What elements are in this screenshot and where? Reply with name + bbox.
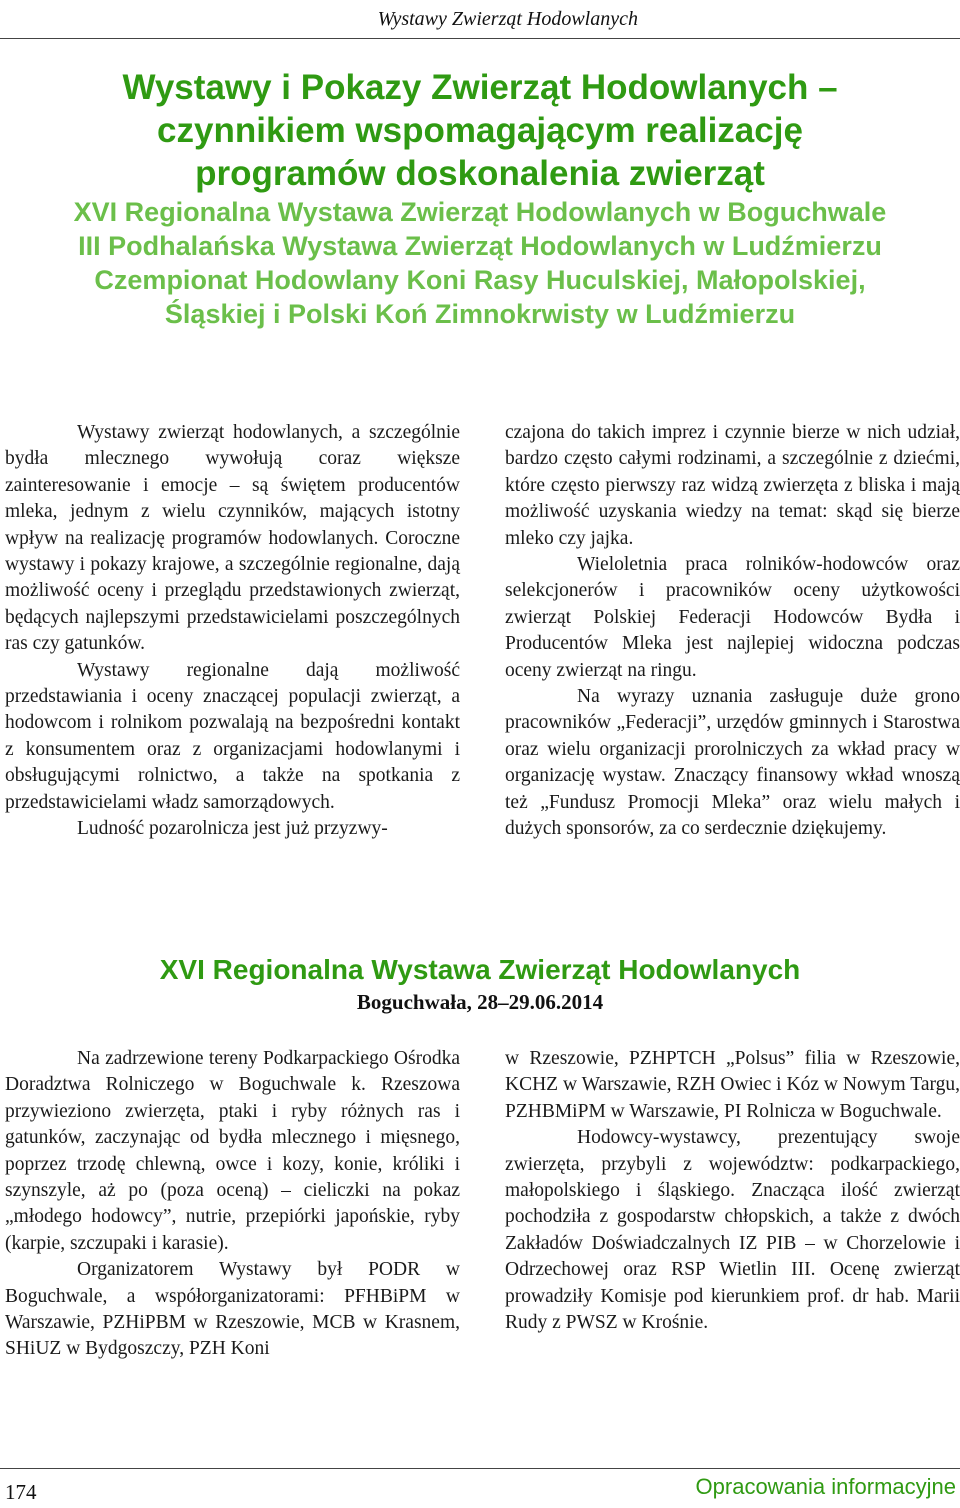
footer-rule bbox=[0, 1468, 960, 1469]
subtitle-line-4: Śląskiej i Polski Koń Zimnokrwisty w Ludźmierzu bbox=[164, 299, 796, 329]
paragraph: Organizatorem Wystawy był PODR w Boguchwale, a współorganizatorami: PFHBiPM w Warszawie, PZHiPBM w Rzeszowie, MCB w Krasnem, SHiUZ w Bydgoszczy, PZH Koni bbox=[5, 1259, 460, 1360]
paragraph: Ludność pozarolnicza jest już przyzwy- bbox=[77, 818, 388, 840]
section2-right-column bbox=[505, 1046, 960, 1363]
main-title-line-1: Wystawy i Pokazy Zwierząt Hodowlanych – bbox=[122, 68, 838, 107]
section2-subtitle: Boguchwała, 28–29.06.2014 bbox=[356, 990, 604, 1014]
subtitle-line-1: XVI Regionalna Wystawa Zwierząt Hodowlanych w Boguchwale bbox=[73, 197, 887, 227]
paragraph: Wystawy regionalne dają możliwość przedstawiania i oceny znaczącej populacji zwierząt, a hodowcom i rolnikom pozwalają na bezpośredni kontakt z konsumentem oraz z organizacjami hodowlanymi i obsługującymi rolnictwo, a także na spotkania z przedstawicielami władz samorządowych. bbox=[5, 659, 460, 813]
title-block bbox=[0, 66, 960, 331]
page-number: 174 bbox=[5, 1480, 37, 1504]
paragraph: Hodowcy-wystawcy, prezentujący swoje zwierzęta, przybyli z województw: podkarpackiego, małopolskiego i śląskiego. Znacząca ilość zwierząt pochodziła z gospodarstw chłopskich, a także z dwóch Zakładów Doświadczalnych IZ PIB – w Chorzelowie i Odrzechowej oraz RSP Wietlin III. Ocenę zwierząt prowadziły Komisje pod kierunkiem prof. dr hab. Marii Rudy z PWSZ w Krośnie. bbox=[505, 1127, 960, 1334]
section1-left-column bbox=[5, 420, 460, 843]
paragraph: Wieloletnia praca rolników-hodowców oraz selekcjonerów i pracowników oceny użytkowości zwierząt Polskiej Federacji Hodowców Bydła i Producentów Mleka jest najlepiej widoczna podczas oceny zwierząt na ringu. bbox=[505, 554, 960, 681]
header-rule bbox=[0, 38, 960, 39]
subtitle-line-3: Czempionat Hodowlany Koni Rasy Huculskiej, Małopolskiej, bbox=[94, 265, 866, 295]
main-title-line-3: programów doskonalenia zwierząt bbox=[195, 154, 765, 193]
main-title-line-2: czynnikiem wspomagającym realizację bbox=[157, 111, 803, 150]
paragraph: Wystawy zwierząt hodowlanych, a szczególnie bydła mlecznego wywołują coraz większe zainteresowanie i emocje – są świętem producentów mleka, jednym z wielu czynników, mających istotny wpływ na realizację programów hodowlanych. Coroczne wystawy i pokazy krajowe, a szczególnie regionalne, dają możliwość oceny i przeglądu przedstawionych zwierząt, będących najlepszymi przedstawicielami poszczególnych ras czy gatunków. bbox=[5, 422, 460, 655]
paragraph: w Rzeszowie, PZHPTCH „Polsus” filia w Rzeszowie, KCHZ w Warszawie, RZH Owiec i Kóz w Nowym Targu, PZHBMiPM w Warszawie, PI Rolnicza w Boguchwale. bbox=[505, 1048, 960, 1122]
running-header: Wystawy Zwierząt Hodowlanych bbox=[377, 8, 638, 30]
subtitle-line-2: III Podhalańska Wystawa Zwierząt Hodowlanych w Ludźmierzu bbox=[78, 231, 882, 261]
paragraph: czajona do takich imprez i czynnie bierze w nich udział, bardzo często całymi rodzinami, a szczególnie z dziećmi, które często pierwszy raz widzą zwierzęta z bliska i mają możliwość uzyskania wiedzy na temat: skąd się bierze mleko czy jajka. bbox=[505, 422, 960, 549]
paragraph: Na zadrzewione tereny Podkarpackiego Ośrodka Doradztwa Rolniczego w Boguchwale k. Rzeszowa przywieziono zwierzęta, ptaki i ryby różnych ras i gatunków, zaczynając od bydła mlecznego i mięsnego, poprzez trzodę chlewną, owce i kozy, konie, króliki i szynszyle, aż po (poza oceną) – cieliczki na pokaz „młodego hodowcy”, nutrie, przepiórki japońskie, ryby (karpie, szczupaki i karasie). bbox=[5, 1048, 460, 1254]
section2-left-column bbox=[5, 1046, 460, 1363]
footer-label: Opracowania informacyjne bbox=[695, 1474, 956, 1499]
paragraph: Na wyrazy uznania zasługuje duże grono pracowników „Federacji”, urzędów gminnych i Starostwa oraz wielu organizacji prorolniczych za wkład pracy w organizację wystaw. Znaczący finansowy wkład wnoszą też „Fundusz Promocji Mleka” oraz wielu małych i dużych sponsorów, za co serdecznie dziękujemy. bbox=[505, 686, 960, 840]
section2-columns bbox=[5, 1046, 960, 1363]
section2-title: XVI Regionalna Wystawa Zwierząt Hodowlanych bbox=[159, 954, 801, 985]
section1-columns bbox=[5, 420, 960, 843]
section1-right-column bbox=[505, 420, 960, 843]
